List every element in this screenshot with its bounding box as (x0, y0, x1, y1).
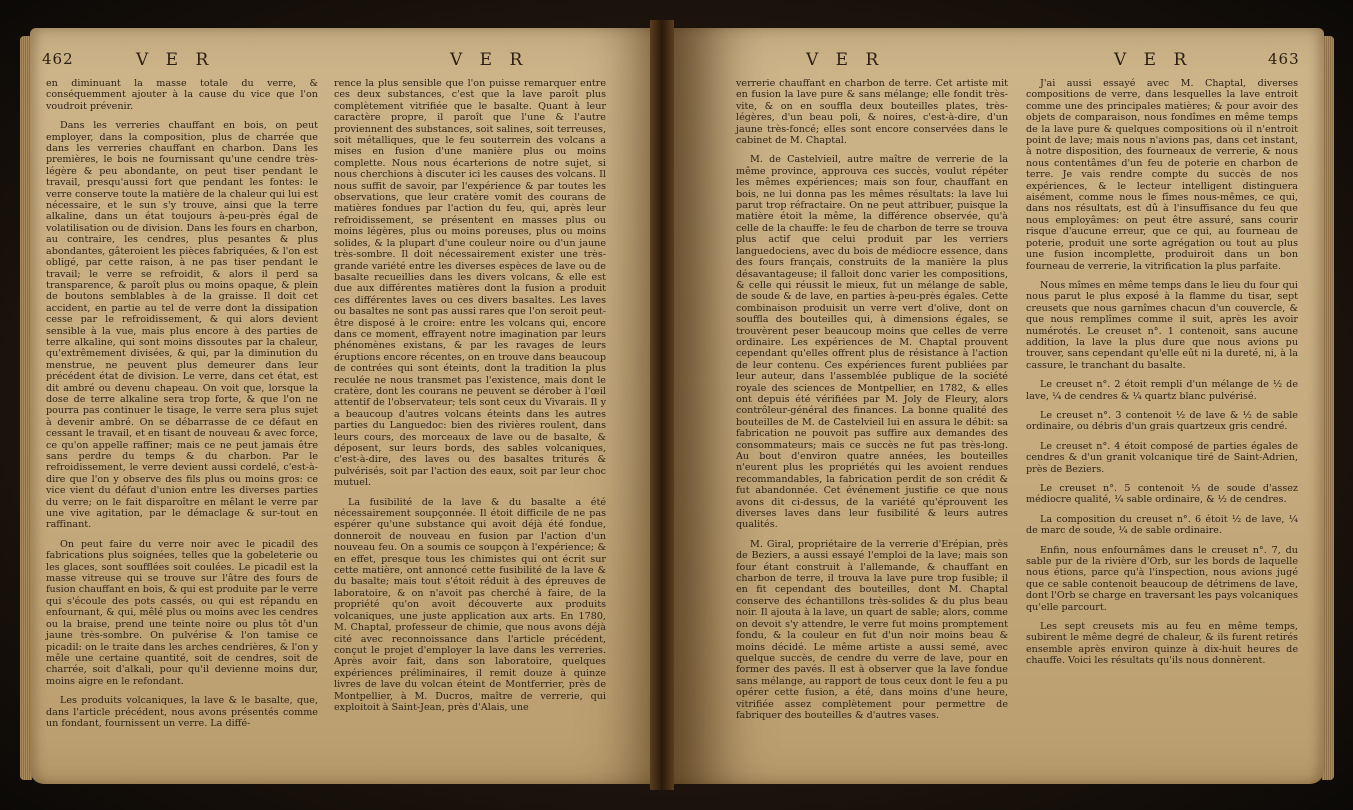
paragraph: Le creuset n°. 2 étoit rempli d'un mélange de ½ de lave, ¼ de cendres & ¼ quartz blanc pulvérisé. (1026, 379, 1298, 402)
right-column-2 (1026, 78, 1298, 675)
right-page-number: 463 (1268, 50, 1300, 68)
paragraph: Le creuset n°. 5 contenoit ⅓ de soude d'assez médiocre qualité, ¼ sable ordinaire, & ½ de cendres. (1026, 483, 1298, 506)
left-running-head-center: V E R (450, 50, 529, 70)
right-running-head-center: V E R (806, 50, 885, 70)
left-column-1 (46, 78, 318, 737)
left-page (30, 28, 686, 784)
right-page (668, 28, 1324, 784)
paragraph: M. Giral, propriétaire de la verrerie d'Erépian, près de Beziers, a aussi essayé l'emploi de la lave; mais son four étant construit à l'allemande, & chauffant en charbon de terre, il trouva la lave pure trop fusible; il en fit cependant des bouteilles, dont M. Chaptal conserve des échantillons très-solides & du plus beau noir. Il ajouta à la lave, un quart de sable; alors, comme on devoit s'y attendre, le verre fut moins promptement fondu, & la couleur en fut d'un noir moins beau & moins décidé. Le même artiste a aussi semé, avec quelque succès, de cendre du verre de lave, pour en former des pavés. Il est à observer que la lave fondue sans mélange, au rapport de tous ceux dont le feu a pu opérer cette fusion, a été, dans moins d'une heure, vitrifiée assez complètement pour permettre de fabriquer des bouteilles & d'autres vases. (736, 538, 1008, 721)
paragraph: M. de Castelvieil, autre maître de verrerie de la même province, approuva ces succès, voulut répéter les mêmes expériences; mais son four, chauffant en bois, ne lui donna pas les mêmes résultats: la lave lui parut trop réfractaire. On ne peut attribuer, puisque la matière étoit la même, la différence observée, qu'à celle de la chauffe: le feu de charbon de terre se trouva plus actif que celui produit par les verriers languedociens, avec du bois de médiocre essence, dans des fours français, construits de la manière la plus désavantageuse; il falloit donc varier les compositions, & celle qui réussit le mieux, fut un mélange de sable, de soude & de lave, en parties à-peu-près égales. Cette combinaison produisit un verre vert d'olive, dont on souffla des bouteilles qui, à dimensions égales, se trouvèrent peser beaucoup moins que celles de verre ordinaire. Les expériences de M. Chaptal prouvent cependant qu'elles offrent plus de résistance à l'action de leur contenu. Ces expériences furent publiées par leur auteur, dans l'assemblée publique de la société royale des sciences de Montpellier, en 1782, & elles ont depuis été vérifiées par M. Joly de Fleury, alors contrôleur-général des finances. La bonne qualité des bouteilles de M. de Castelvieil lui en assura le débit: sa fabrication ne pouvoit pas suffire aux demandes des consommateurs; mais ce succès ne fut pas très-long. Au bout d'environ quatre années, les bouteilles n'eurent plus les propriétés qui les avoient rendues recommandables, la fabrication perdit de son crédit & fut abandonnée. Cet événement justifie ce que nous avons dit ci-dessus, de la variété qu'éprouvent les diverses laves dans leur fusibilité & leurs autres qualités. (736, 154, 1008, 531)
paragraph: Le creuset n°. 3 contenoit ½ de lave & ½ de sable ordinaire, ou débris d'un grais quartzeux gris cendré. (1026, 409, 1298, 433)
left-column-2 (334, 78, 606, 721)
right-column-1 (736, 78, 1008, 729)
paragraph: La fusibilité de la lave & du basalte a été nécessairement soupçonnée. Il étoit difficile de ne pas espérer qu'une substance qui avoit déjà été fondue, donneroit de nouveau en fusion par l'action d'un nouveau feu. On a soumis ce soupçon à l'expérience; & en effet, presque tous les chimistes qui ont écrit sur cette matière, ont annoncé cette fusibilité de la lave & du basalte; mais tout s'étoit réduit à des épreuves de laboratoire, & on n'avoit pas cherché à faire, de la propriété qu'on avoit découverte aux produits volcaniques, une juste application aux arts. En 1780, M. Chaptal, professeur de chimie, que nous avons déjà cité avec reconnoissance dans l'article précédent, conçut le projet d'employer la lave dans les verreries. Après avoir fait, dans son laboratoire, quelques expériences préliminaires, il remit douze à quinze livres de lave du volcan éteint de Montferrier, près de Montpellier, à M. Ducros, maître de verrerie, qui exploitoit à Saint-Jean, près d'Alais, une (334, 496, 606, 713)
paragraph: La composition du creuset n°. 6 étoit ½ de lave, ¼ de marc de soude, ¼ de sable ordinaire. (1026, 513, 1298, 537)
book-gutter (650, 20, 674, 790)
paragraph: rence la plus sensible que l'on puisse remarquer entre ces deux substances, c'est que la lave paroît plus complètement vitrifiée que le basalte. Quant à leur caractère propre, il paroît que l'une & l'autre proviennent des substances, soit salines, soit terreuses, soit métalliques, que le feu souterrein des volcans a mises en fusion d'une manière plus ou moins complette. Nous nous écarterions de notre sujet, si nous cherchions à discuter ici les causes des volcans. Il nous suffit de savoir, par l'expérience & par toutes les observations, que leur cratère vomit des courans de matières fondues par l'action du feu, qui, après leur refroidissement, se présentent en masses plus ou moins légères, plus ou moins poreuses, plus ou moins solides, & la plupart d'une couleur noire ou d'un jaune très-sombre. Il doit nécessairement exister une très-grande variété entre les diverses espèces de lave ou de basalte recueillies dans les divers volcans, & elle est due aux différentes matières dont la fusion a produit ces différentes laves ou ces divers basaltes. Les laves ou basaltes ne sont pas aussi rares que l'on seroit peut-être disposé à le croire: entre les volcans qui, encore dans ce moment, effrayent notre imagination par leurs phénomènes existans, & par les ravages de leurs éruptions encore récentes, on en trouve dans beaucoup de contrées qui sont éteints, dont la tradition la plus reculée ne nous transmet pas l'existence, mais dont le cratère, dont les courans ne peuvent se dérober à l'œil attentif de l'observateur; tels sont ceux du Vivarais. Il y a beaucoup d'autres volcans éteints dans les autres parties du Languedoc: bien des rivières roulent, dans leurs cours, des morceaux de lave ou de basalte, & déposent, sur leurs bords, des sables volcaniques, c'est-à-dire, des laves ou des basaltes triturés & pulvérisés, soit par l'action des eaux, soit par leur choc mutuel. (334, 78, 606, 489)
paragraph: J'ai aussi essayé avec M. Chaptal, diverses compositions de verre, dans lesquelles la lave entroit comme une des principales matières; & pour avoir des objets de comparaison, nous fondîmes en même temps de la lave pure & quelques compositions où il n'entroit point de lave; mais nous n'avions pas, dans cet instant, à notre disposition, des fourneaux de verrerie, & nous nous contentâmes d'un feu de poterie en charbon de terre. Je vais rendre compte du succès de nos expériences, & le lecteur intelligent distinguera aisément, comme nous le fîmes nous-mêmes, ce qui, dans nos résultats, est dû à l'insuffisance du feu que nous employâmes: on peut être assuré, sans courir risque d'aucune erreur, que ce qui, au fourneau de poterie, produit une sorte agrégation ou tout au plus une fusion incomplette, produiroit dans un bon fourneau de verrerie, la vitrification la plus parfaite. (1026, 78, 1298, 272)
paragraph: Enfin, nous enfournâmes dans le creuset n°. 7, du sable pur de la rivière d'Orb, sur les bords de laquelle nous étions, parce qu'à l'inspection, nous avions jugé que ce sable contenoit beaucoup de détrimens de lave, dont l'Orb se charge en traversant les pays volcaniques qu'elle parcourt. (1026, 544, 1298, 613)
right-running-head: V E R (1114, 50, 1193, 70)
paragraph: Nous mîmes en même temps dans le lieu du four qui nous parut le plus exposé à la flamme du tisar, sept creusets que nous garnîmes chacun d'un couvercle, & que nous remplîmes comme il suit, après les avoir numérotés. Le creuset n°. 1 contenoit, sans aucune addition, la lave la plus dure que nous avions pu trouver, sans cependant qu'elle eût ni la dureté, ni, à la cassure, le tranchant du basalte. (1026, 279, 1298, 371)
left-page-number: 462 (42, 50, 74, 68)
left-running-head: V E R (136, 50, 215, 70)
paragraph: Les produits volcaniques, la lave & le basalte, que, dans l'article précédent, nous avons présentés comme un fondant, fournissent un verre. La diffé- (46, 695, 318, 729)
paragraph: Les sept creusets mis au feu en même temps, subirent le même degré de chaleur, & ils furent retirés ensemble après environ quinze à dix-huit heures de chauffe. Voici les résultats qu'ils nous donnèrent. (1026, 621, 1298, 667)
paragraph: Le creuset n°. 4 étoit composé de parties égales de cendres & d'un granit volcanique tiré de Saint-Adrien, près de Beziers. (1026, 440, 1298, 475)
paragraph: en diminuant la masse totale du verre, & conséquemment ajouter à la cause du vice que l'on voudroit prévenir. (46, 78, 318, 112)
paragraph: verrerie chauffant en charbon de terre. Cet artiste mit en fusion la lave pure & sans mélange; elle fondit très-vite, & on en souffla deux bouteilles plates, très-légères, d'un beau poli, & noires, c'est-à-dire, d'un jaune très-foncé; elles sont encore conservées dans le cabinet de M. Chaptal. (736, 78, 1008, 147)
paragraph: Dans les verreries chauffant en bois, on peut employer, dans la composition, plus de charrée que dans les verreries chauffant en charbon. Dans les premières, le bois ne fournissant qu'une cendre très-légère & peu abondante, on peut tiser pendant le travail, presqu'aussi fort que pendant les fontes: le verre conserve toute la matière de la chaleur qui lui est nécessaire, et le sun s'y trouve, ainsi que la terre alkaline, dans un état toujours à-peu-près égal de volatilisation ou de division. Dans les fours en charbon, au contraire, les cendres, plus pesantes & plus abondantes, gâteroient les pièces fabriquées, & l'on est obligé, par cette raison, à ne pas tiser pendant le travail; le verre se refroidit, & alors il perd sa transparence, & paroît plus ou moins opaque, & plein de boutons semblables à de la graisse. Il doit cet accident, en partie au tel de verre dont la dissipation cesse par le refroidissement, & qui alors devient sensible à la vue, mais plus encore à des parties de terre alkaline, qui sont moins dissoutes par la chaleur, qu'extrêmement divisées, & qui, par la diminution du menstrue, ne peuvent plus demeurer dans leur précédent état de division. Le verre, dans cet état, est dit ambré ou devenu chapeau. On voit que, lorsque la dose de terre alkaline sera trop forte, & que l'on ne pourra pas continuer le tisage, le verre sera plus sujet à devenir ambré. On se débarrasse de ce défaut en cessant le travail, et en tisant de nouveau & avec force, ce qu'on appelle raffiner; mais ce ne peut jamais être sans perdre du temps & du charbon. Par le refroidissement, le verre devient aussi cordelé, c'est-à-dire que l'on y observe des fils plus ou moins gros: ce vice vient du défaut d'union entre les diverses parties du verre; on le fait disparoître en mêlant le verre par une vive agitation, par le démaclage & sur-tout en raffinant. (46, 120, 318, 531)
paragraph: On peut faire du verre noir avec le picadil des fabrications plus soignées, telles que la gobeleterie ou les glaces, sont soufflées soit coulées. Le picadil est la masse vitreuse qui se trouve sur l'âtre des fours de fusion chauffant en bois, & qui est produite par le verre qui s'écoule des pots cassés, ou qui est répandu en enfournant, & qui, mêlé plus ou moins avec les cendres ou la braise, prend une teinte noire ou plus tôt d'un jaune très-sombre. On pulvérise & l'on tamise ce picadil: on le traite dans les arches cendrières, & l'on y mêle une certaine quantité, soit de cendres, soit de charrée, soit d'alkali, pour qu'il devienne moins dur, moins aigre en le refondant. (46, 538, 318, 687)
